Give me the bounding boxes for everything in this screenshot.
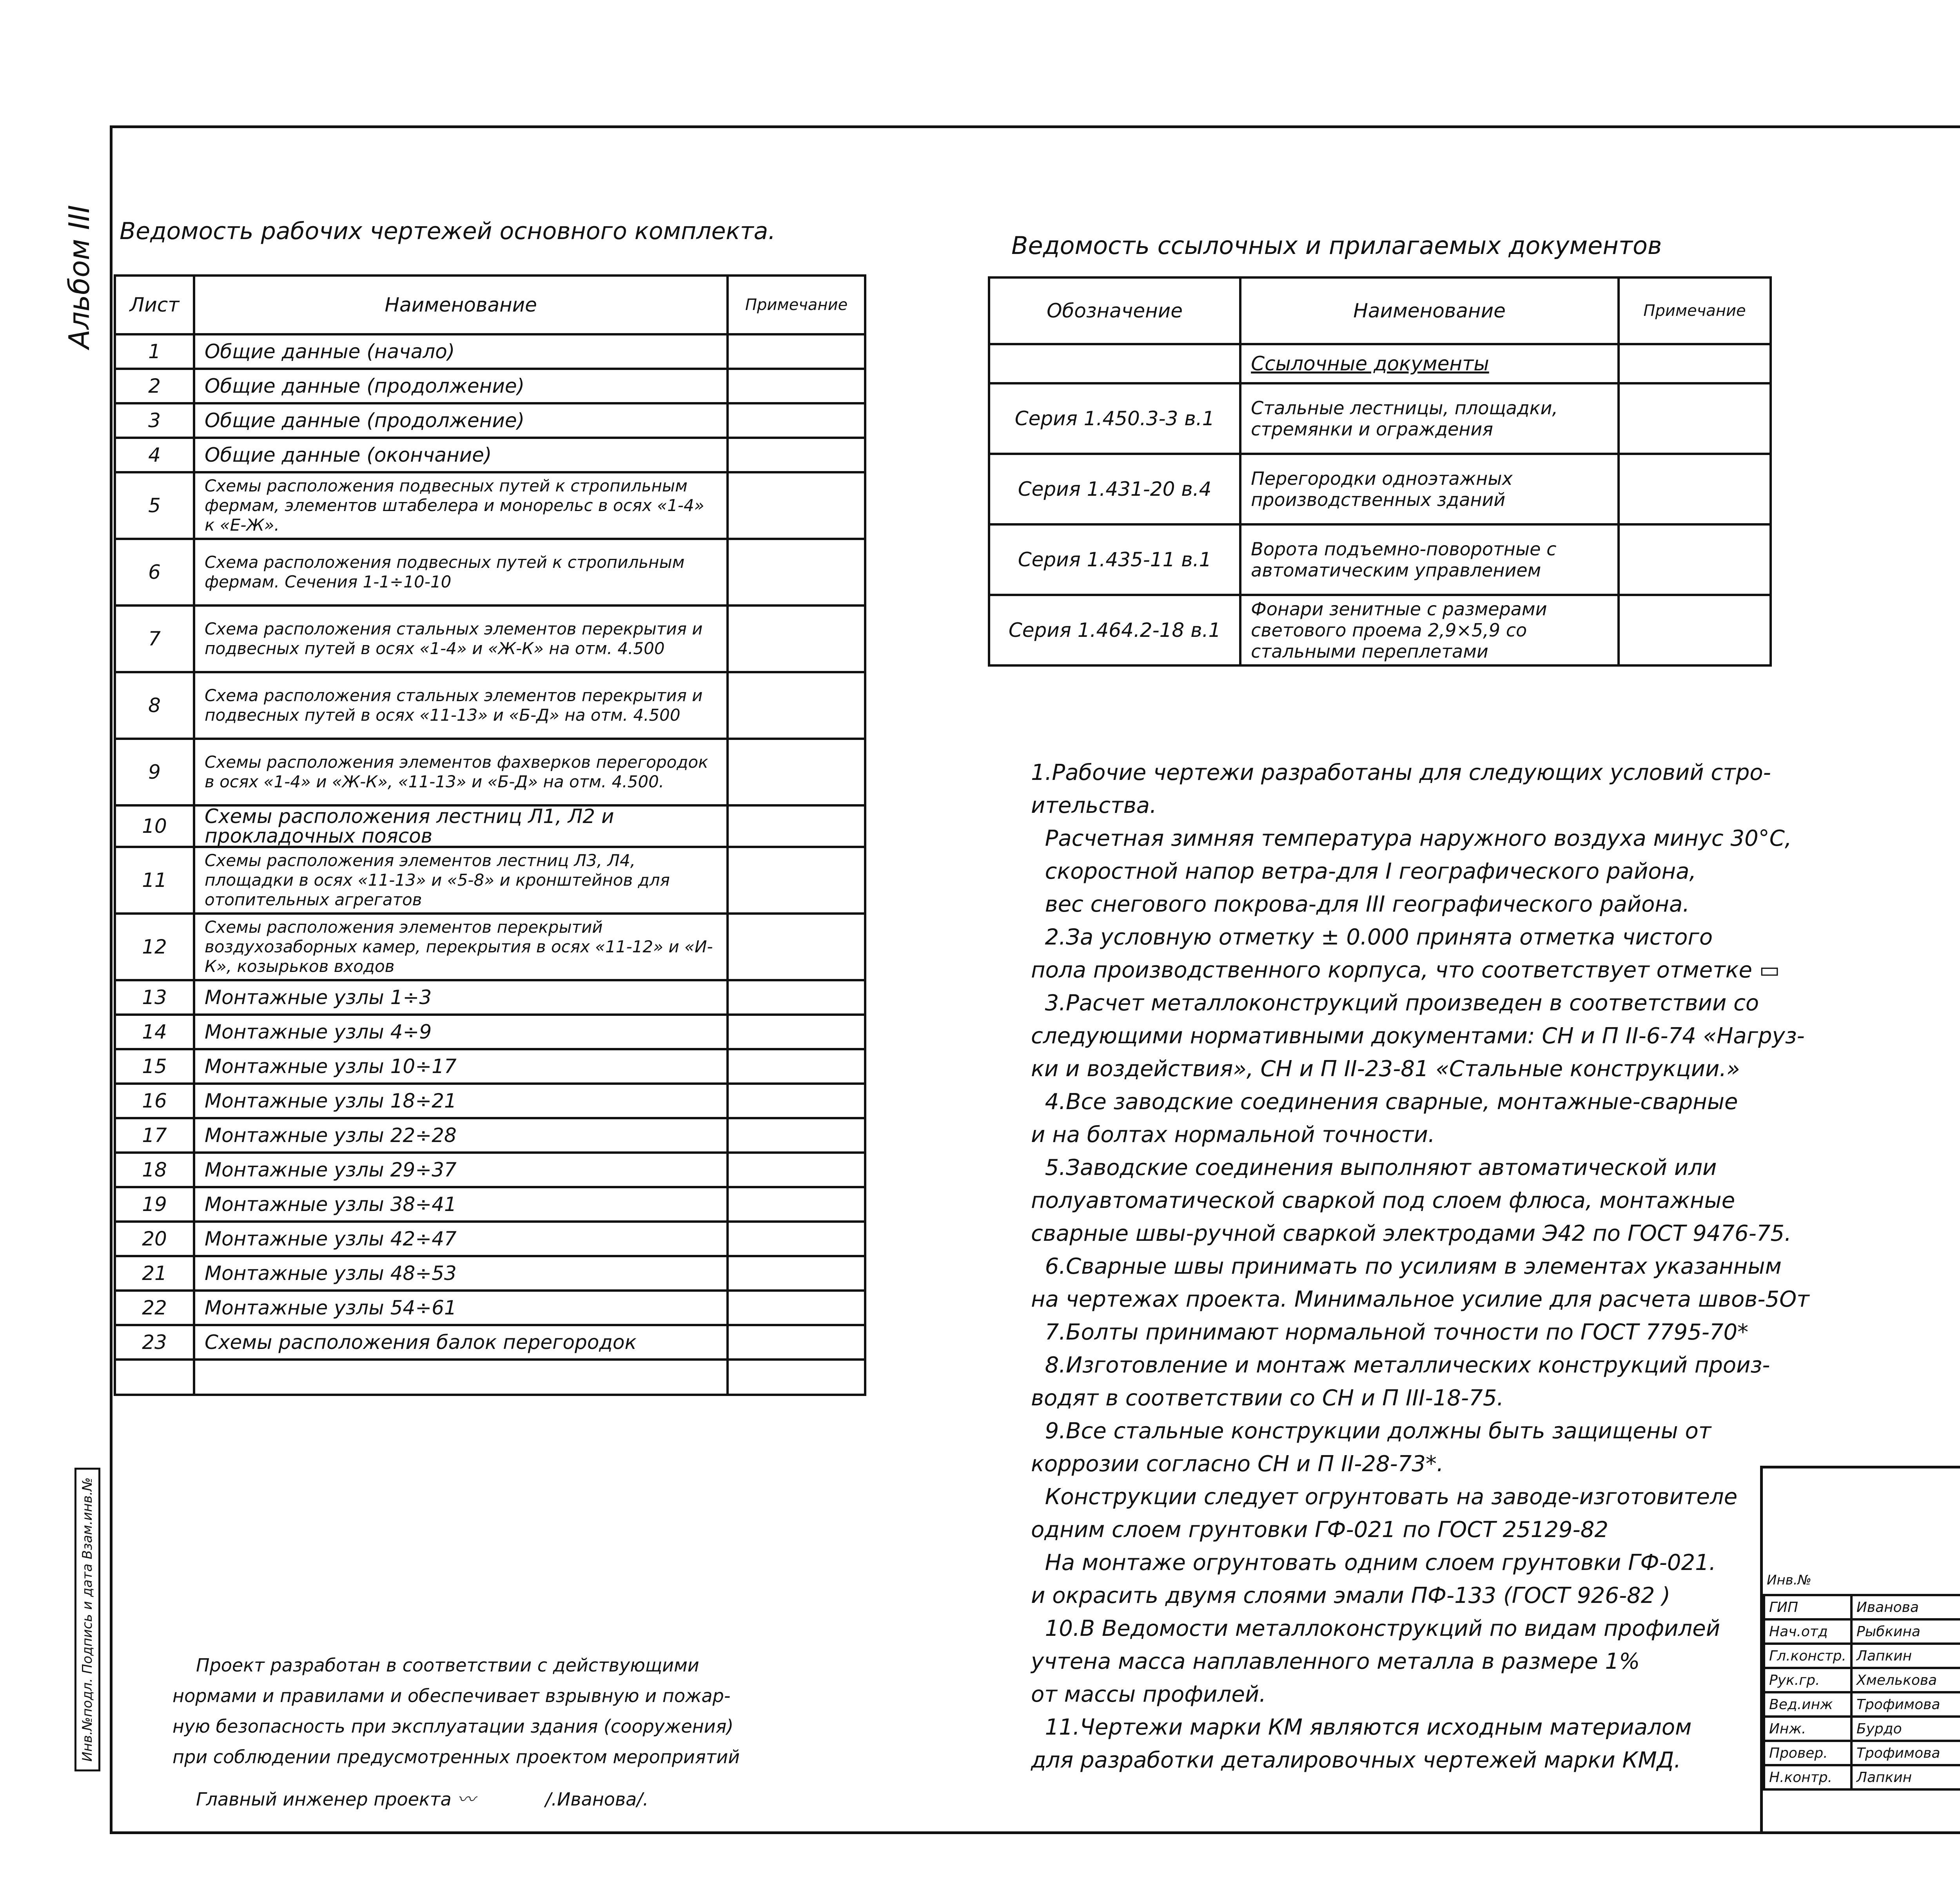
drawing-note [728,1153,865,1187]
note-line: 8.Изготовление и монтаж металлических конструкций произ- [1031,1352,1770,1378]
drawing-note [728,369,865,403]
drawing-note [728,1015,865,1049]
ref-col-code: Обозначение [989,277,1240,344]
reference-name: Фонари зенитные с размерами светового проема 2,9×5,9 со стальными переплетами [1240,595,1619,665]
drawing-sheet-no: 17 [115,1118,194,1153]
drawing-name: Схема расположения подвесных путей к стропильным фермам. Сечения 1-1÷10-10 [194,539,728,605]
stamp-person-row [1764,1717,1960,1741]
drawing-sheet-no: 10 [115,805,194,847]
album-label: Альбом III [63,205,96,349]
drawing-sheet-no: 22 [115,1291,194,1325]
note-line: 2.За условную отметку ± 0.000 принята отметка чистого [1031,925,1713,950]
drawing-name: Схемы расположения элементов перекрытий воздухозаборных камер, перекрытия в осях «11-12» и «И-К», козырьков входов [194,914,728,980]
drawing-row [115,1187,865,1222]
drawing-note [728,1118,865,1153]
person-name: Трофимова [1851,1741,1960,1765]
drawing-name: Общие данные (начало) [194,334,728,369]
drawing-note [728,1049,865,1084]
person-name: Лапкин [1851,1765,1960,1789]
signer-name: /.Иванова/. [545,1789,649,1810]
drawing-sheet-no: 4 [115,438,194,472]
drawing-row [115,1118,865,1153]
drawing-sheet-no: 11 [115,847,194,914]
signer-label: Главный инженер проекта [196,1789,452,1810]
drawing-row [115,369,865,403]
note-line: вес снегового покрова-для III географического района. [1031,892,1690,917]
ref-blank [989,344,1240,383]
drawing-note [728,1291,865,1325]
drawing-name: Схемы расположения лестниц Л1, Л2 и прокладочных поясов [194,805,728,847]
stamp-person-row [1764,1692,1960,1717]
drawing-row [115,1049,865,1084]
drawing-row [115,805,865,847]
drawing-note [728,805,865,847]
drawing-row [115,672,865,739]
person-name: Бурдо [1851,1717,1960,1741]
drawing-row [115,1325,865,1360]
person-name: Хмелькова [1851,1668,1960,1692]
drawing-row [115,472,865,539]
drawing-sheet-no: 20 [115,1222,194,1256]
note-line: водят в соответствии со СН и П III-18-75. [1031,1385,1504,1411]
note-line: для разработки деталировочных чертежей марки КМД. [1031,1748,1681,1773]
drawing-note [728,1325,865,1360]
ref-subheader: Ссылочные документы [1240,344,1619,383]
drawing-note [728,672,865,739]
note-line: ки и воздействия», СН и П II-23-81 «Стальные конструкции.» [1031,1056,1740,1082]
declaration-line: ную безопасность при эксплуатации здания (сооружения) [172,1716,734,1737]
note-line: и окрасить двумя слоями эмали ПФ-133 (ГОСТ 926-82 ) [1031,1583,1671,1608]
blank-cell [728,1360,865,1395]
drawing-name: Монтажные узлы 54÷61 [194,1291,728,1325]
blank-cell [115,1360,194,1395]
drawing-note [728,403,865,438]
reference-name: Перегородки одноэтажных производственных зданий [1240,454,1619,524]
drawing-name: Схемы расположения элементов фахверков перегородок в осях «1-4» и «Ж-К», «11-13» и «Б-Д» на отм. 4.500. [194,739,728,805]
drawing-note [728,1256,865,1291]
signature: 〰 [457,1789,475,1810]
reference-code: Серия 1.450.3-3 в.1 [989,383,1240,454]
col-sheet: Лист [115,276,194,334]
drawing-row [115,1291,865,1325]
drawings-body [115,334,865,1395]
note-line: следующими нормативными документами: СН и П II-6-74 «Нагруз- [1031,1023,1805,1049]
person-role: Нач.отд [1764,1619,1851,1644]
drawing-note [728,438,865,472]
person-role: Рук.гр. [1764,1668,1851,1692]
note-line: 4.Все заводские соединения сварные, монтажные-сварные [1031,1089,1738,1115]
note-line: и на болтах нормальной точности. [1031,1122,1435,1148]
drawing-row [115,1256,865,1291]
reference-note [1619,524,1771,595]
references-body [989,383,1771,665]
people-body [1764,1595,1960,1789]
drawing-row-blank [115,1360,865,1395]
col-note: Примечание [728,276,865,334]
reference-name: Ворота подъемно-поворотные с автоматическим управлением [1240,524,1619,595]
reference-name: Стальные лестницы, площадки, стремянки и ограждения [1240,383,1619,454]
stamp-person-row [1764,1668,1960,1692]
drawing-row [115,1015,865,1049]
drawing-note [728,980,865,1015]
note-line: 5.Заводские соединения выполняют автоматической или [1031,1155,1717,1180]
drawing-note [728,739,865,805]
ref-col-note: Примечание [1619,277,1771,344]
drawing-note [728,847,865,914]
reference-code: Серия 1.431-20 в.4 [989,454,1240,524]
drawing-note [728,1222,865,1256]
drawing-name: Схемы расположения балок перегородок [194,1325,728,1360]
drawing-sheet-no: 5 [115,472,194,539]
drawing-sheet-no: 18 [115,1153,194,1187]
drawing-sheet-no: 21 [115,1256,194,1291]
drawing-sheet-no: 14 [115,1015,194,1049]
references-table [988,276,1772,667]
drawing-sheet-no: 16 [115,1084,194,1118]
drawing-sheet-no: 7 [115,605,194,672]
person-role: Инж. [1764,1717,1851,1741]
reference-note [1619,383,1771,454]
note-line: 7.Болты принимают нормальной точности по ГОСТ 7795-70* [1031,1320,1749,1345]
note-line: 10.В Ведомости металлоконструкций по видам профилей [1031,1616,1720,1641]
drawing-name: Монтажные узлы 18÷21 [194,1084,728,1118]
note-line: одним слоем грунтовки ГФ-021 по ГОСТ 25129-82 [1031,1517,1608,1543]
person-role: Н.контр. [1764,1765,1851,1789]
drawing-name: Монтажные узлы 4÷9 [194,1015,728,1049]
drawing-name: Схемы расположения подвесных путей к стропильным фермам, элементов штабелера и монорельс в осях «1-4» к «Е-Ж». [194,472,728,539]
references-title: Ведомость ссылочных и прилагаемых документов [1011,231,1662,260]
stamp-person-row [1764,1765,1960,1789]
reference-note [1619,595,1771,665]
note-line: 6.Сварные швы принимать по усилиям в элементах указанным [1031,1254,1782,1279]
reference-row [989,524,1771,595]
drawing-sheet-no: 1 [115,334,194,369]
drawing-row [115,980,865,1015]
general-notes [1031,756,1809,1777]
note-line: сварные швы-ручной сваркой электродами Э42 по ГОСТ 9476-75. [1031,1221,1791,1246]
side-stamp-labels: Инв.№подл. Подпись и дата Взам.инв.№ [74,1468,100,1771]
drawing-sheet-no: 19 [115,1187,194,1222]
drawing-sheet-no: 13 [115,980,194,1015]
drawing-row [115,847,865,914]
person-role: Провер. [1764,1741,1851,1765]
note-line: коррозии согласно СН и П II-28-73*. [1031,1451,1444,1477]
drawing-row [115,539,865,605]
reference-row [989,383,1771,454]
drawing-note [728,539,865,605]
person-role: Гл.констр. [1764,1644,1851,1668]
declaration-line: нормами и правилами и обеспечивает взрывную и пожар- [172,1685,731,1706]
drawing-row [115,334,865,369]
note-line: ительства. [1031,793,1157,818]
drawings-title: Ведомость рабочих чертежей основного комплекта. [120,218,776,245]
drawing-name: Монтажные узлы 48÷53 [194,1256,728,1291]
person-name: Лапкин [1851,1644,1960,1668]
note-line: учтена масса наплавленного металла в размере 1% [1031,1649,1640,1674]
drawing-sheet-no: 23 [115,1325,194,1360]
note-line: 3.Расчет металлоконструкций произведен в соответствии со [1031,990,1759,1016]
drawing-name: Общие данные (окончание) [194,438,728,472]
drawing-sheet-no: 2 [115,369,194,403]
signer-row [172,1784,740,1815]
reference-note [1619,454,1771,524]
drawing-name: Монтажные узлы 22÷28 [194,1118,728,1153]
drawing-name: Схема расположения стальных элементов перекрытия и подвесных путей в осях «1-4» и «Ж-К» на отм. 4.500 [194,605,728,672]
person-name: Трофимова [1851,1692,1960,1717]
drawing-name: Общие данные (продолжение) [194,403,728,438]
reference-row [989,454,1771,524]
drawing-note [728,1084,865,1118]
note-line: 11.Чертежи марки КМ являются исходным материалом [1031,1715,1692,1740]
drawing-note [728,1187,865,1222]
drawing-sheet-no: 9 [115,739,194,805]
note-line: от массы профилей. [1031,1682,1266,1707]
drawing-note [728,914,865,980]
note-line: полуавтоматической сваркой под слоем флюса, монтажные [1031,1188,1735,1213]
drawing-name: Монтажные узлы 29÷37 [194,1153,728,1187]
ref-blank-note [1619,344,1771,383]
drawing-name: Монтажные узлы 38÷41 [194,1187,728,1222]
drawing-row [115,605,865,672]
declaration-line: Проект разработан в соответствии с действующими [196,1655,699,1676]
reference-row [989,595,1771,665]
drawing-note [728,334,865,369]
drawing-name: Общие данные (продолжение) [194,369,728,403]
drawing-name: Монтажные узлы 1÷3 [194,980,728,1015]
reference-code: Серия 1.435-11 в.1 [989,524,1240,595]
drawing-sheet-no: 12 [115,914,194,980]
drawing-row [115,438,865,472]
note-line: На монтаже огрунтовать одним слоем грунтовки ГФ-021. [1031,1550,1716,1575]
drawing-note [728,472,865,539]
drawing-name: Схемы расположения элементов лестниц Л3, Л4, площадки в осях «11-13» и «5-8» и кронштейнов для отопительных агрегатов [194,847,728,914]
drawing-sheet-no: 8 [115,672,194,739]
reference-code: Серия 1.464.2-18 в.1 [989,595,1240,665]
drawing-sheet-no: 15 [115,1049,194,1084]
stamp-person-row [1764,1595,1960,1619]
drawing-row [115,739,865,805]
drawing-row [115,914,865,980]
person-name: Рыбкина [1851,1619,1960,1644]
note-line: пола производственного корпуса, что соответствует отметке ▭ [1031,957,1780,983]
inv-label: Инв.№ [1767,1572,1811,1588]
person-role: Вед.инж [1764,1692,1851,1717]
person-role: ГИП [1764,1595,1851,1619]
blank-cell [194,1360,728,1395]
drawing-row [115,1153,865,1187]
drawing-name: Монтажные узлы 42÷47 [194,1222,728,1256]
drawing-sheet-no: 6 [115,539,194,605]
drawing-name: Схема расположения стальных элементов перекрытия и подвесных путей в осях «11-13» и «Б-Д» на отм. 4.500 [194,672,728,739]
drawing-row [115,403,865,438]
declaration-block [172,1650,740,1815]
person-name: Иванова [1851,1595,1960,1619]
note-line: 9.Все стальные конструкции должны быть защищены от [1031,1418,1711,1444]
drawing-name: Монтажные узлы 10÷17 [194,1049,728,1084]
title-block [1760,1466,1960,1834]
note-line: 1.Рабочие чертежи разработаны для следующих условий стро- [1031,760,1771,785]
col-name: Наименование [194,276,728,334]
stamp-person-row [1764,1644,1960,1668]
ref-col-name: Наименование [1240,277,1619,344]
stamp-person-row [1764,1619,1960,1644]
declaration-line: при соблюдении предусмотренных проектом мероприятий [172,1746,740,1767]
drawing-note [728,605,865,672]
note-line: Конструкции следует огрунтовать на заводе-изготовителе [1031,1484,1738,1510]
drawings-table [114,274,866,1396]
drawing-row [115,1084,865,1118]
note-line: скоростной напор ветра-для I географического района, [1031,859,1697,884]
drawing-row [115,1222,865,1256]
note-line: на чертежах проекта. Минимальное усилие для расчета швов-5От [1031,1287,1809,1312]
note-line: Расчетная зимняя температура наружного воздуха минус 30°C, [1031,826,1792,851]
drawing-sheet-no: 3 [115,403,194,438]
people-table [1763,1594,1960,1791]
stamp-person-row [1764,1741,1960,1765]
